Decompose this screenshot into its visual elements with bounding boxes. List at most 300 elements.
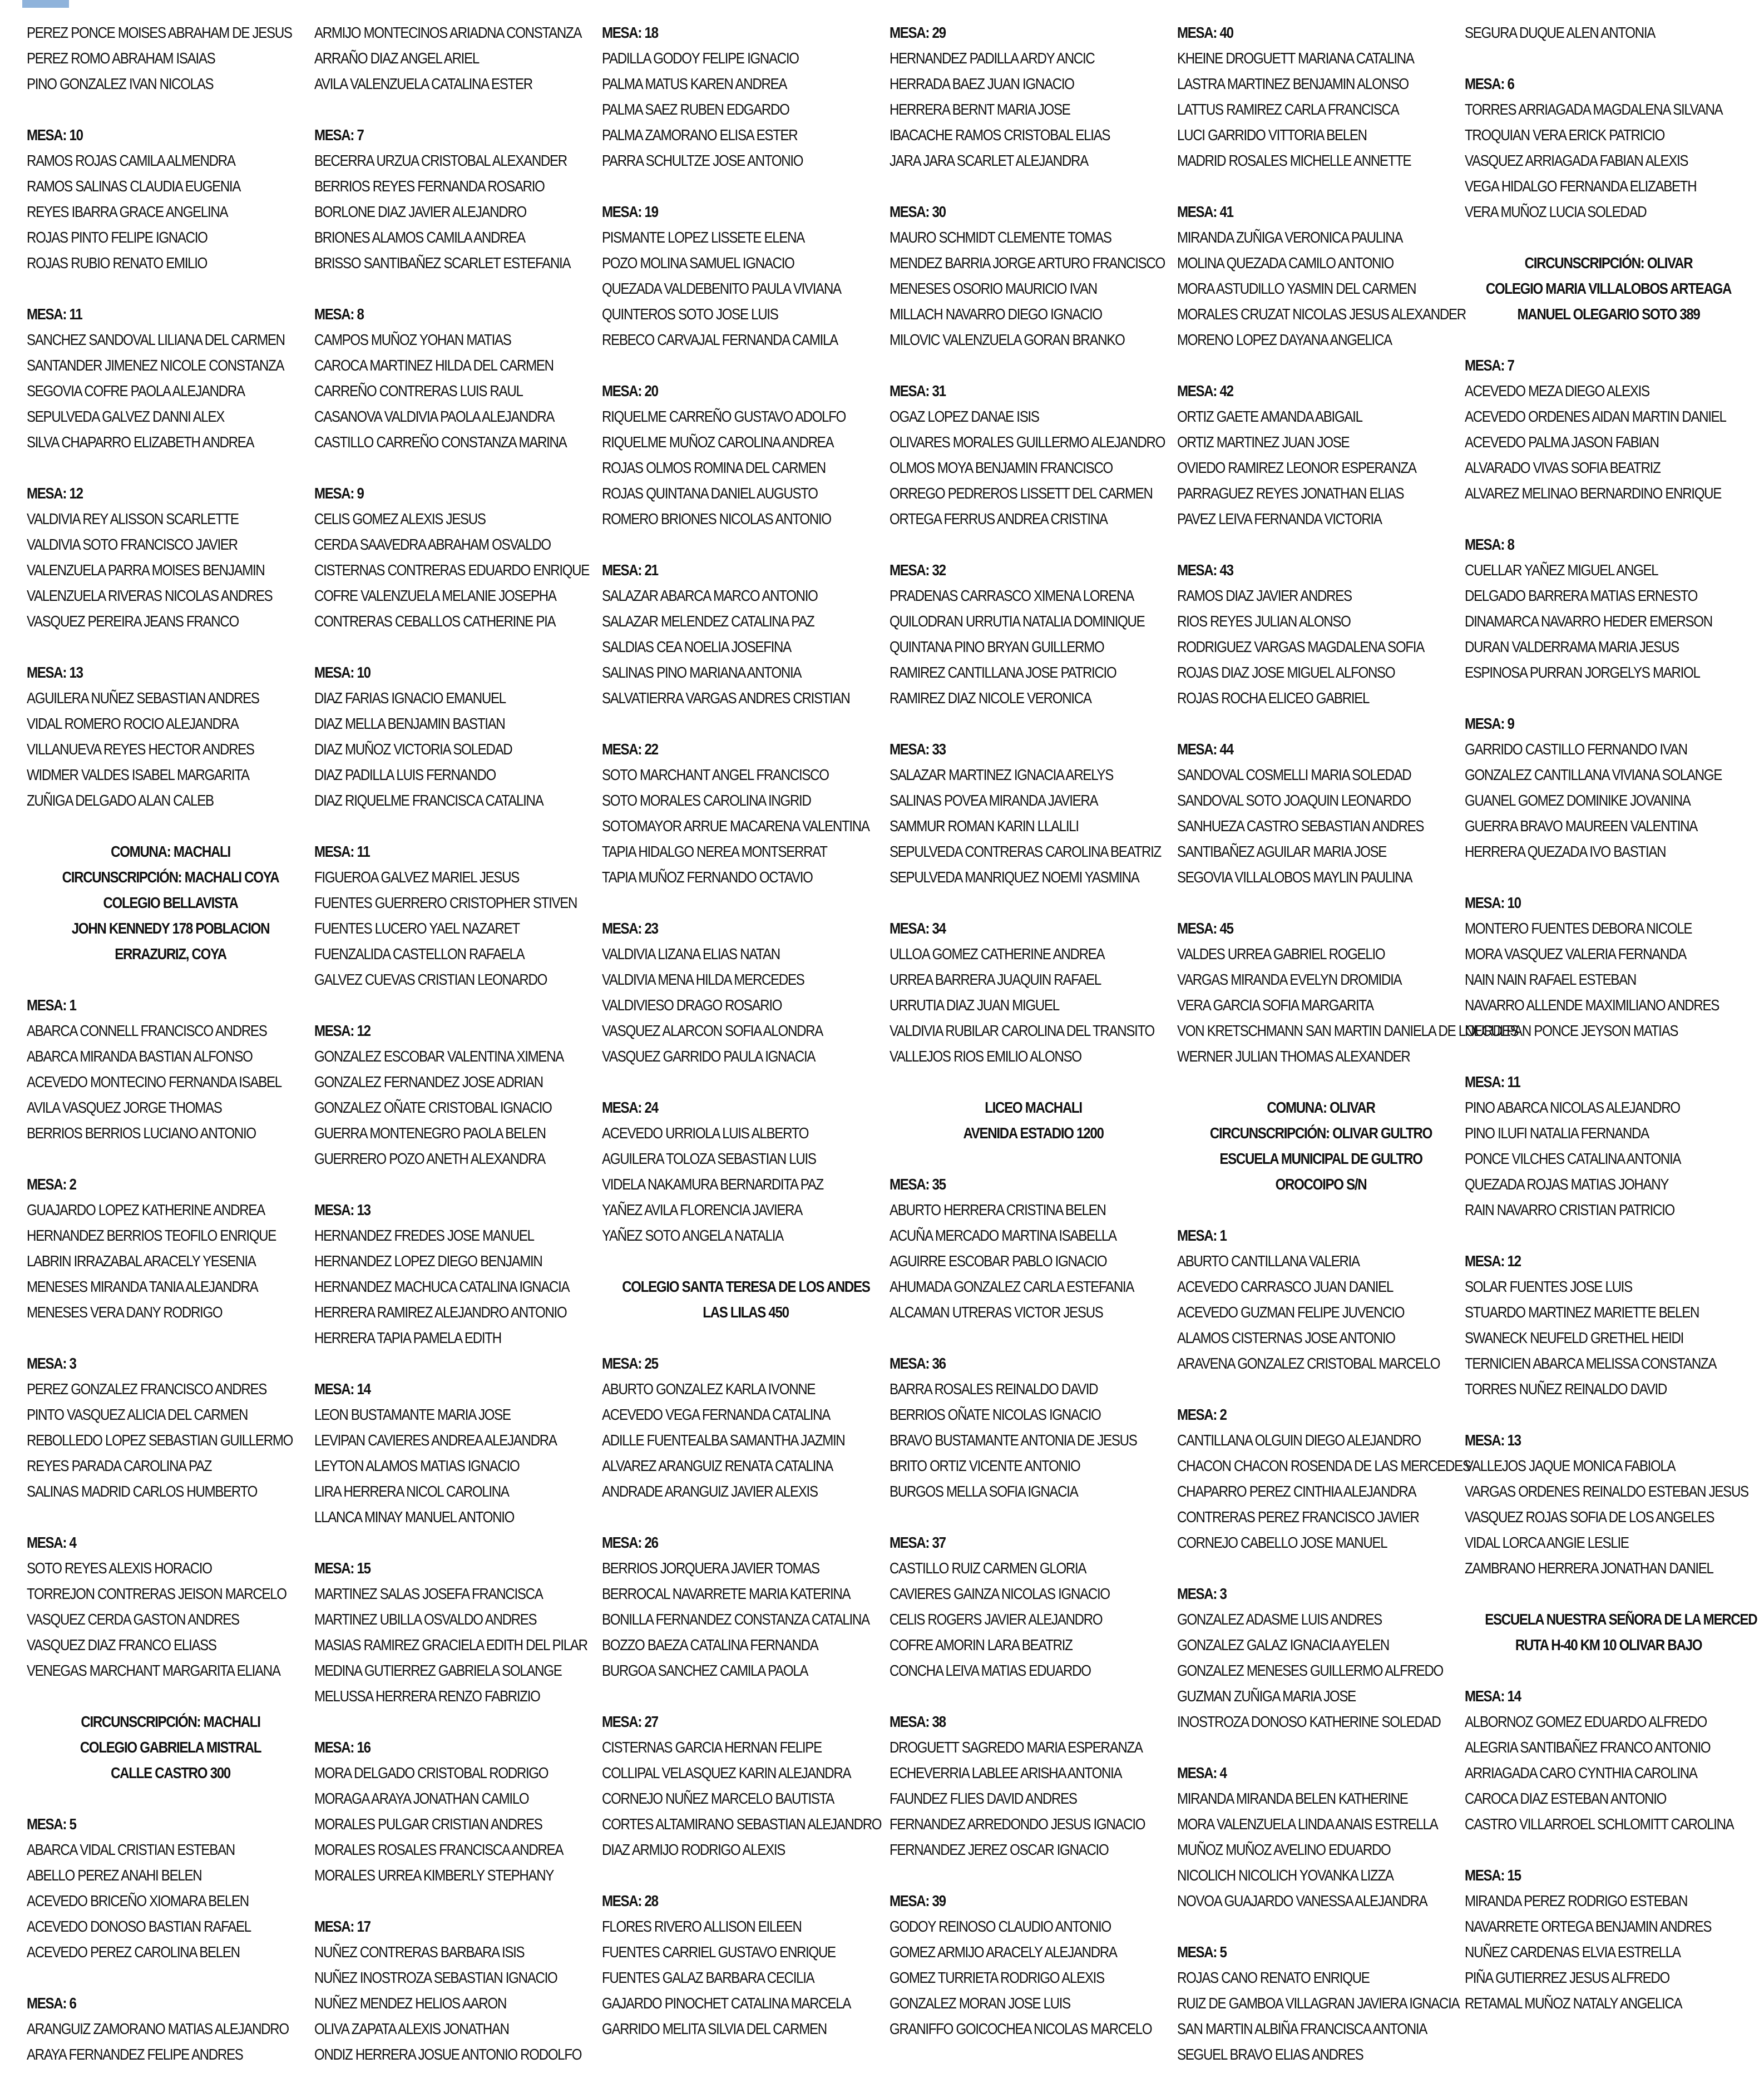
voter-name: STUARDO MARTINEZ MARIETTE BELEN <box>1465 1304 1699 1321</box>
voter-name: SALAZAR MARTINEZ IGNACIA ARELYS <box>890 766 1114 783</box>
voter-name: SOTO MARCHANT ANGEL FRANCISCO <box>602 766 829 783</box>
voter-name: MORA ASTUDILLO YASMIN DEL CARMEN <box>1177 280 1416 297</box>
voter-name: LEON BUSTAMANTE MARIA JOSE <box>314 1406 511 1423</box>
voter-name: PAVEZ LEIVA FERNANDA VICTORIA <box>1177 510 1382 527</box>
voter-name: VIDELA NAKAMURA BERNARDITA PAZ <box>602 1176 823 1193</box>
column-4 <box>890 20 1177 2093</box>
voter-name: ULLOA GOMEZ CATHERINE ANDREA <box>890 945 1105 962</box>
voter-name: COFRE VALENZUELA MELANIE JOSEPHA <box>314 587 556 604</box>
voter-name: DIAZ ARMIJO RODRIGO ALEXIS <box>602 1841 785 1858</box>
voter-name: FERNANDEZ ARREDONDO JESUS IGNACIO <box>890 1815 1145 1833</box>
voter-name: OLIVA ZAPATA ALEXIS JONATHAN <box>314 2020 509 2037</box>
voter-name: QUEZADA ROJAS MATIAS JOHANY <box>1465 1176 1669 1193</box>
voter-name: FUENTES CARRIEL GUSTAVO ENRIQUE <box>602 1943 836 1961</box>
voter-name: RETAMAL MUÑOZ NATALY ANGELICA <box>1465 1995 1682 2012</box>
voter-name: GOMEZ ARMIJO ARACELY ALEJANDRA <box>890 1943 1117 1961</box>
mesa-heading: MESA: 32 <box>890 561 946 579</box>
voter-name: VASQUEZ GARRIDO PAULA IGNACIA <box>602 1048 816 1065</box>
voter-name: AGUILERA NUÑEZ SEBASTIAN ANDRES <box>27 689 259 707</box>
mesa-block-mesa-19 <box>602 199 890 353</box>
voter-name: ACUÑA MERCADO MARTINA ISABELLA <box>890 1227 1116 1244</box>
mesa-heading: MESA: 2 <box>1177 1406 1227 1423</box>
voter-name: SILVA CHAPARRO ELIZABETH ANDREA <box>27 433 254 451</box>
voter-name: YAÑEZ SOTO ANGELA NATALIA <box>602 1227 783 1244</box>
mesa-block-mesa-35 <box>890 1172 1177 1325</box>
voter-name: LLANCA MINAY MANUEL ANTONIO <box>314 1508 515 1526</box>
voter-name: MEDINA GUTIERREZ GABRIELA SOLANGE <box>314 1662 562 1679</box>
voter-name: PINO GONZALEZ IVAN NICOLAS <box>27 75 214 92</box>
column-1 <box>27 20 314 2093</box>
mesa-block-mesa-29 <box>890 20 1177 174</box>
voter-name: VASQUEZ PEREIRA JEANS FRANCO <box>27 613 239 630</box>
mesa-block-mesa-38 <box>890 1709 1177 1863</box>
mesa-block-mesa-43 <box>1177 557 1465 711</box>
voter-name: FUENTES GALAZ BARBARA CECILIA <box>602 1969 814 1986</box>
voter-name: OLIVARES MORALES GUILLERMO ALEJANDRO <box>890 433 1165 451</box>
voter-name: ONDIZ HERRERA JOSUE ANTONIO RODOLFO <box>314 2046 582 2063</box>
mesa-heading: MESA: 34 <box>890 920 946 937</box>
mesa-heading: MESA: 5 <box>27 1815 76 1833</box>
voter-name: ACEVEDO VEGA FERNANDA CATALINA <box>602 1406 831 1423</box>
voter-name: ANDRADE ARANGUIZ JAVIER ALEXIS <box>602 1483 818 1500</box>
mesa-heading: MESA: 3 <box>1177 1585 1227 1602</box>
voter-name: BECERRA URZUA CRISTOBAL ALEXANDER <box>314 152 567 169</box>
voter-name: AVILA VALENZUELA CATALINA ESTER <box>314 75 532 92</box>
voter-name: ALCAMAN UTRERAS VICTOR JESUS <box>890 1304 1103 1321</box>
mesa-block-mesa-22 <box>602 737 890 890</box>
voter-name: WIDMER VALDES ISABEL MARGARITA <box>27 766 249 783</box>
venue-header <box>27 1709 314 1786</box>
mesa-block-mesa-10 <box>314 660 602 813</box>
voter-name: ROJAS ROCHA ELICEO GABRIEL <box>1177 689 1370 707</box>
voter-name: RAMOS SALINAS CLAUDIA EUGENIA <box>27 177 241 195</box>
voter-name: LEYTON ALAMOS MATIAS IGNACIO <box>314 1457 520 1474</box>
mesa-heading: MESA: 20 <box>602 382 658 399</box>
voter-name: SEPULVEDA CONTRERAS CAROLINA BEATRIZ <box>890 843 1161 860</box>
voter-name: CELIS GOMEZ ALEXIS JESUS <box>314 510 486 527</box>
voter-name: BRIONES ALAMOS CAMILA ANDREA <box>314 229 525 246</box>
voter-name: BRISSO SANTIBAÑEZ SCARLET ESTEFANIA <box>314 254 571 272</box>
voter-name: AVILA VASQUEZ JORGE THOMAS <box>27 1099 222 1116</box>
voter-name: BORLONE DIAZ JAVIER ALEJANDRO <box>314 203 526 220</box>
venue-line: OROCOIPO S/N <box>1275 1176 1367 1193</box>
voter-name: ALVAREZ ARANGUIZ RENATA CATALINA <box>602 1457 833 1474</box>
mesa-heading: MESA: 5 <box>1177 1943 1227 1961</box>
mesa-block-mesa-9 <box>1465 711 1752 865</box>
voter-name: LUCI GARRIDO VITTORIA BELEN <box>1177 126 1367 144</box>
voter-name: MORA VASQUEZ VALERIA FERNANDA <box>1465 945 1686 962</box>
mesa-heading: MESA: 12 <box>27 485 83 502</box>
mesa-block-mesa-24 <box>602 1095 890 1248</box>
voter-name: CAMPOS MUÑOZ YOHAN MATIAS <box>314 331 511 348</box>
voter-name: VALDIVIA SOTO FRANCISCO JAVIER <box>27 536 238 553</box>
mesa-heading: MESA: 14 <box>314 1380 370 1398</box>
voter-name: BERRIOS JORQUERA JAVIER TOMAS <box>602 1559 819 1577</box>
mesa-block-mesa-34 <box>890 916 1177 1069</box>
voter-name: QUINTEROS SOTO JOSE LUIS <box>602 305 778 323</box>
voter-name: ROJAS CANO RENATO ENRIQUE <box>1177 1969 1370 1986</box>
mesa-block-mesa-9 <box>314 481 602 634</box>
voter-name: NAVARRO ALLENDE MAXIMILIANO ANDRES <box>1465 996 1719 1014</box>
voter-name: RIOS REYES JULIAN ALONSO <box>1177 613 1351 630</box>
voter-name: ACEVEDO BRICEÑO XIOMARA BELEN <box>27 1892 249 1909</box>
voter-name: DIAZ FARIAS IGNACIO EMANUEL <box>314 689 506 707</box>
mesa-heading: MESA: 25 <box>602 1355 658 1372</box>
voter-name: FLORES RIVERO ALLISON EILEEN <box>602 1918 802 1935</box>
venue-line: COLEGIO BELLAVISTA <box>103 894 238 911</box>
mesa-block-mesa-2 <box>1177 1402 1471 1556</box>
voter-name: BARRA ROSALES REINALDO DAVID <box>890 1380 1098 1398</box>
voter-name: ALVARADO VIVAS SOFIA BEATRIZ <box>1465 459 1661 476</box>
venue-line: CALLE CASTRO 300 <box>111 1764 230 1781</box>
voter-name: CORNEJO NUÑEZ MARCELO BAUTISTA <box>602 1790 834 1807</box>
voter-name: GUERRERO POZO ANETH ALEXANDRA <box>314 1150 545 1167</box>
venue-line: COLEGIO MARIA VILLALOBOS ARTEAGA <box>1485 280 1732 297</box>
venue-header <box>890 1095 1177 1146</box>
mesa-heading: MESA: 7 <box>1465 357 1514 374</box>
voter-name: VALDIVIA RUBILAR CAROLINA DEL TRANSITO <box>890 1022 1155 1039</box>
mesa-block-mesa-20 <box>602 378 890 532</box>
voter-name: BERRIOS BERRIOS LUCIANO ANTONIO <box>27 1124 256 1142</box>
voter-name: ARRAÑO DIAZ ANGEL ARIEL <box>314 50 479 67</box>
voter-name: PRADENAS CARRASCO XIMENA LORENA <box>890 587 1134 604</box>
voter-name: BURGOS MELLA SOFIA IGNACIA <box>890 1483 1078 1500</box>
voter-name: ACEVEDO GUZMAN FELIPE JUVENCIO <box>1177 1304 1405 1321</box>
mesa-block-mesa-1 <box>27 993 314 1146</box>
voter-name: PEREZ ROMO ABRAHAM ISAIAS <box>27 50 215 67</box>
voter-name: GONZALEZ FERNANDEZ JOSE ADRIAN <box>314 1073 543 1090</box>
mesa-heading: MESA: 41 <box>1177 203 1233 220</box>
voter-name: SEGOVIA COFRE PAOLA ALEJANDRA <box>27 382 245 399</box>
voter-name: HERNANDEZ FREDES JOSE MANUEL <box>314 1227 534 1244</box>
voter-name: DINAMARCA NAVARRO HEDER EMERSON <box>1465 613 1712 630</box>
voter-name: SALINAS PINO MARIANA ANTONIA <box>602 664 802 681</box>
voter-name: REBECO CARVAJAL FERNANDA CAMILA <box>602 331 838 348</box>
voter-name: QUINTANA PINO BRYAN GUILLERMO <box>890 638 1104 655</box>
mesa-heading: MESA: 4 <box>1177 1764 1227 1781</box>
voter-name: SOTOMAYOR ARRUE MACARENA VALENTINA <box>602 817 869 835</box>
mesa-block-mesa-32 <box>890 557 1177 711</box>
voter-name: ABELLO PEREZ ANAHI BELEN <box>27 1867 202 1884</box>
mesa-heading: MESA: 23 <box>602 920 658 937</box>
voter-name: ARAVENA GONZALEZ CRISTOBAL MARCELO <box>1177 1355 1440 1372</box>
voter-name: LASTRA MARTINEZ BENJAMIN ALONSO <box>1177 75 1409 92</box>
voter-name: MONTERO FUENTES DEBORA NICOLE <box>1465 920 1692 937</box>
mesa-heading: MESA: 1 <box>1177 1227 1227 1244</box>
mesa-block-mesa-33 <box>890 737 1177 890</box>
mesa-heading: MESA: 21 <box>602 561 658 579</box>
voter-name: CONTRERAS PEREZ FRANCISCO JAVIER <box>1177 1508 1419 1526</box>
voter-name: FAUNDEZ FLIES DAVID ANDRES <box>890 1790 1077 1807</box>
voter-name: MORAGA ARAYA JONATHAN CAMILO <box>314 1790 529 1807</box>
voter-name: MORALES ROSALES FRANCISCA ANDREA <box>314 1841 564 1858</box>
venue-line: CIRCUNSCRIPCIÓN: MACHALI COYA <box>62 868 279 886</box>
voter-name: ALVAREZ MELINAO BERNARDINO ENRIQUE <box>1465 485 1722 502</box>
voter-name: RAIN NAVARRO CRISTIAN PATRICIO <box>1465 1201 1674 1218</box>
mesa-heading: MESA: 10 <box>27 126 83 144</box>
voter-name: CERDA SAAVEDRA ABRAHAM OSVALDO <box>314 536 551 553</box>
voter-name: HERRADA BAEZ JUAN IGNACIO <box>890 75 1074 92</box>
venue-header <box>1465 1607 1757 1658</box>
voter-name: VALDIVIA MENA HILDA MERCEDES <box>602 971 804 988</box>
voter-name: ACEVEDO PEREZ CAROLINA BELEN <box>27 1943 240 1961</box>
voter-name: TORRES NUÑEZ REINALDO DAVID <box>1465 1380 1667 1398</box>
mesa-heading: MESA: 38 <box>890 1713 946 1730</box>
venue-header <box>602 1274 890 1325</box>
mesa-heading: MESA: 30 <box>890 203 946 220</box>
mesa-block-mesa-10 <box>27 122 314 276</box>
voter-name: REYES PARADA CAROLINA PAZ <box>27 1457 212 1474</box>
voter-name: SEGOVIA VILLALOBOS MAYLIN PAULINA <box>1177 868 1412 886</box>
voter-name: NUÑEZ MENDEZ HELIOS AARON <box>314 1995 507 2012</box>
voter-name: ARANGUIZ ZAMORANO MATIAS ALEJANDRO <box>27 2020 289 2037</box>
mesa-block-mesa-27 <box>602 1709 890 1863</box>
voter-name: BURGOA SANCHEZ CAMILA PAOLA <box>602 1662 808 1679</box>
voter-name: SALAZAR MELENDEZ CATALINA PAZ <box>602 613 814 630</box>
voter-name: PARRAGUEZ REYES JONATHAN ELIAS <box>1177 485 1404 502</box>
voter-name: PADILLA GODOY FELIPE IGNACIO <box>602 50 799 67</box>
mesa-heading: MESA: 12 <box>314 1022 370 1039</box>
voter-name: ROJAS OLMOS ROMINA DEL CARMEN <box>602 459 826 476</box>
voter-name: MENESES MIRANDA TANIA ALEJANDRA <box>27 1278 258 1295</box>
voter-name: MADRID ROSALES MICHELLE ANNETTE <box>1177 152 1411 169</box>
voter-name: QUEZADA VALDEBENITO PAULA VIVIANA <box>602 280 841 297</box>
mesa-heading: MESA: 2 <box>27 1176 76 1193</box>
voter-name: PINO ILUFI NATALIA FERNANDA <box>1465 1124 1649 1142</box>
voter-name: BONILLA FERNANDEZ CONSTANZA CATALINA <box>602 1611 869 1628</box>
mesa-heading: MESA: 29 <box>890 24 946 41</box>
voter-name: CELIS ROGERS JAVIER ALEJANDRO <box>890 1611 1103 1628</box>
mesa-heading: MESA: 33 <box>890 741 946 758</box>
voter-name: SALAZAR ABARCA MARCO ANTONIO <box>602 587 818 604</box>
mesa-block-mesa-14 <box>1465 1684 1752 1837</box>
mesa-heading: MESA: 31 <box>890 382 946 399</box>
voter-name: URREA BARRERA JUAQUIN RAFAEL <box>890 971 1101 988</box>
voter-name: GARRIDO CASTILLO FERNANDO IVAN <box>1465 741 1687 758</box>
voter-name: FUENTES GUERRERO CRISTOPHER STIVEN <box>314 894 577 911</box>
mesa-block-mesa-44 <box>1177 737 1465 890</box>
voter-name: GUERRA MONTENEGRO PAOLA BELEN <box>314 1124 546 1142</box>
voter-name: PINTO VASQUEZ ALICIA DEL CARMEN <box>27 1406 248 1423</box>
mesa-block-mesa-3 <box>27 1351 314 1504</box>
mesa-block-mesa-14 <box>314 1376 602 1530</box>
voter-name: MARTINEZ SALAS JOSEFA FRANCISCA <box>314 1585 543 1602</box>
voter-name: CISTERNAS GARCIA HERNAN FELIPE <box>602 1739 822 1756</box>
voter-name: VARGAS MIRANDA EVELYN DROMIDIA <box>1177 971 1402 988</box>
voter-name: CARREÑO CONTRERAS LUIS RAUL <box>314 382 523 399</box>
voter-list-page <box>27 20 1757 2093</box>
venue-header <box>1465 250 1752 327</box>
mesa-block-mesa-25 <box>602 1351 890 1504</box>
voter-name: RIQUELME CARREÑO GUSTAVO ADOLFO <box>602 408 846 425</box>
voter-name: DELGADO BARRERA MATIAS ERNESTO <box>1465 587 1698 604</box>
voter-name: GRANIFFO GOICOCHEA NICOLAS MARCELO <box>890 2020 1152 2037</box>
mesa-block-mesa-21 <box>602 557 890 711</box>
mesa-heading: MESA: 35 <box>890 1176 946 1193</box>
voter-name: CORNEJO CABELLO JOSE MANUEL <box>1177 1534 1387 1551</box>
voter-name: CAROCA MARTINEZ HILDA DEL CARMEN <box>314 357 554 374</box>
voter-name: VALDIVIA LIZANA ELIAS NATAN <box>602 945 780 962</box>
voter-name: KHEINE DROGUETT MARIANA CATALINA <box>1177 50 1414 67</box>
venue-header <box>27 839 314 967</box>
mesa-block-mesa-36 <box>890 1351 1177 1504</box>
mesa-heading: MESA: 18 <box>602 24 658 41</box>
voter-name: DIAZ MUÑOZ VICTORIA SOLEDAD <box>314 741 512 758</box>
voter-name: HERRERA BERNT MARIA JOSE <box>890 101 1070 118</box>
voter-name: NOVOA GUAJARDO VANESSA ALEJANDRA <box>1177 1892 1427 1909</box>
voter-name: CHACON CHACON ROSENDA DE LAS MERCEDES <box>1177 1457 1471 1474</box>
voter-name: REYES IBARRA GRACE ANGELINA <box>27 203 228 220</box>
venue-line: CIRCUNSCRIPCIÓN: OLIVAR GULTRO <box>1209 1124 1432 1142</box>
voter-name: MAURO SCHMIDT CLEMENTE TOMAS <box>890 229 1111 246</box>
voter-name: RAMOS DIAZ JAVIER ANDRES <box>1177 587 1352 604</box>
voter-name: GODOY REINOSO CLAUDIO ANTONIO <box>890 1918 1111 1935</box>
voter-name: ABURTO HERRERA CRISTINA BELEN <box>890 1201 1106 1218</box>
voter-name: GUERRA BRAVO MAUREEN VALENTINA <box>1465 817 1698 835</box>
voter-name: AHUMADA GONZALEZ CARLA ESTEFANIA <box>890 1278 1134 1295</box>
voter-name: BERRIOS REYES FERNANDA ROSARIO <box>314 177 545 195</box>
mesa-heading: MESA: 45 <box>1177 920 1233 937</box>
voter-name: SANTANDER JIMENEZ NICOLE CONSTANZA <box>27 357 284 374</box>
voter-name: SALDIAS CEA NOELIA JOSEFINA <box>602 638 791 655</box>
voter-name: ZAMBRANO HERRERA JONATHAN DANIEL <box>1465 1559 1713 1577</box>
voter-name: CANTILLANA OLGUIN DIEGO ALEJANDRO <box>1177 1431 1421 1449</box>
mesa-heading: MESA: 15 <box>314 1559 370 1577</box>
mesa-heading: MESA: 42 <box>1177 382 1233 399</box>
venue-line: ERRAZURIZ, COYA <box>115 945 226 962</box>
voter-name: MORA VALENZUELA LINDA ANAIS ESTRELLA <box>1177 1815 1438 1833</box>
mesa-block-mesa-5 <box>27 1811 314 1965</box>
voter-name: GUAJARDO LOPEZ KATHERINE ANDREA <box>27 1201 265 1218</box>
voter-name: MOLINA QUEZADA CAMILO ANTONIO <box>1177 254 1394 272</box>
mesa-heading: MESA: 7 <box>314 126 364 144</box>
voter-name: GONZALEZ OÑATE CRISTOBAL IGNACIO <box>314 1099 552 1116</box>
mesa-heading: MESA: 15 <box>1465 1867 1521 1884</box>
mesa-block-mesa-12 <box>314 1018 602 1172</box>
voter-name: ROJAS PINTO FELIPE IGNACIO <box>27 229 207 246</box>
voter-name: ZUÑIGA DELGADO ALAN CALEB <box>27 792 214 809</box>
voter-name: IBACACHE RAMOS CRISTOBAL ELIAS <box>890 126 1110 144</box>
voter-name: MORALES URREA KIMBERLY STEPHANY <box>314 1867 554 1884</box>
venue-line: COLEGIO SANTA TERESA DE LOS ANDES <box>622 1278 870 1295</box>
voter-name: NAIN NAIN RAFAEL ESTEBAN <box>1465 971 1637 988</box>
mesa-block-mesa-40 <box>1177 20 1465 174</box>
voter-name: SALINAS POVEA MIRANDA JAVIERA <box>890 792 1098 809</box>
voter-name: GONZALEZ GALAZ IGNACIA AYELEN <box>1177 1636 1389 1653</box>
mesa-block-mesa-15 <box>1465 1863 1752 2016</box>
voter-name: AGUILERA TOLOZA SEBASTIAN LUIS <box>602 1150 816 1167</box>
voter-name: MIRANDA PEREZ RODRIGO ESTEBAN <box>1465 1892 1688 1909</box>
voter-name: BRAVO BUSTAMANTE ANTONIA DE JESUS <box>890 1431 1137 1449</box>
mesa-heading: MESA: 9 <box>314 485 364 502</box>
voter-name: GUANEL GOMEZ DOMINIKE JOVANINA <box>1465 792 1691 809</box>
voter-name: MASIAS RAMIREZ GRACIELA EDITH DEL PILAR <box>314 1636 587 1653</box>
voter-name: YAÑEZ AVILA FLORENCIA JAVIERA <box>602 1201 803 1218</box>
voter-name: OLMOS MOYA BENJAMIN FRANCISCO <box>890 459 1113 476</box>
voter-name: CAROCA DIAZ ESTEBAN ANTONIO <box>1465 1790 1667 1807</box>
mesa-heading: MESA: 14 <box>1465 1687 1521 1705</box>
voter-name: ALAMOS CISTERNAS JOSE ANTONIO <box>1177 1329 1395 1346</box>
mesa-heading: MESA: 8 <box>314 305 364 323</box>
voter-name: GAJARDO PINOCHET CATALINA MARCELA <box>602 1995 851 2012</box>
voter-name: SEPULVEDA GALVEZ DANNI ALEX <box>27 408 225 425</box>
voter-name: PALMA ZAMORANO ELISA ESTER <box>602 126 798 144</box>
voter-name: LABRIN IRRAZABAL ARACELY YESENIA <box>27 1252 256 1270</box>
mesa-heading: MESA: 39 <box>890 1892 946 1909</box>
voter-name: COLLIPAL VELASQUEZ KARIN ALEJANDRA <box>602 1764 851 1781</box>
voter-name: CONCHA LEIVA MATIAS EDUARDO <box>890 1662 1091 1679</box>
voter-name: DROGUETT SAGREDO MARIA ESPERANZA <box>890 1739 1143 1756</box>
voter-name: ROJAS RUBIO RENATO EMILIO <box>27 254 207 272</box>
voter-name: ACEVEDO CARRASCO JUAN DANIEL <box>1177 1278 1394 1295</box>
voter-name: PISMANTE LOPEZ LISSETE ELENA <box>602 229 805 246</box>
mesa-heading: MESA: 36 <box>890 1355 946 1372</box>
voter-name: SOTO MORALES CAROLINA INGRID <box>602 792 811 809</box>
voter-name: DIAZ RIQUELME FRANCISCA CATALINA <box>314 792 543 809</box>
mesa-block-mesa-23 <box>602 916 890 1069</box>
mesa-block-mesa-13 <box>314 1197 602 1351</box>
venue-line: JOHN KENNEDY 178 POBLACION <box>71 920 270 937</box>
voter-name: VERA MUÑOZ LUCIA SOLEDAD <box>1465 203 1647 220</box>
voter-name: CISTERNAS CONTRERAS EDUARDO ENRIQUE <box>314 561 590 579</box>
mesa-block-mesa-28 <box>602 1888 890 2042</box>
mesa-heading: MESA: 11 <box>27 305 82 323</box>
voter-name: OGAZ LOPEZ DANAE ISIS <box>890 408 1039 425</box>
mesa-block-mesa-18 <box>602 20 890 174</box>
mesa-block-mesa-15 <box>314 1556 602 1709</box>
mesa-block-mesa-31 <box>890 378 1177 532</box>
voter-name: ORREGO PEDREROS LISSETT DEL CARMEN <box>890 485 1153 502</box>
voter-name: VALDES URREA GABRIEL ROGELIO <box>1177 945 1385 962</box>
voter-name: HERRERA RAMIREZ ALEJANDRO ANTONIO <box>314 1304 567 1321</box>
column-3 <box>602 20 890 2093</box>
voter-name: LIRA HERRERA NICOL CAROLINA <box>314 1483 509 1500</box>
voter-name: GALVEZ CUEVAS CRISTIAN LEONARDO <box>314 971 547 988</box>
voter-name: PONCE VILCHES CATALINA ANTONIA <box>1465 1150 1681 1167</box>
voter-name: CONTRERAS CEBALLOS CATHERINE PIA <box>314 613 556 630</box>
mesa-heading: MESA: 6 <box>27 1995 76 2012</box>
voter-name: MENESES VERA DANY RODRIGO <box>27 1304 223 1321</box>
voter-name: RIQUELME MUÑOZ CAROLINA ANDREA <box>602 433 834 451</box>
mesa-heading: MESA: 8 <box>1465 536 1514 553</box>
voter-name: MENDEZ BARRIA JORGE ARTURO FRANCISCO <box>890 254 1165 272</box>
voter-name: MARTINEZ UBILLA OSVALDO ANDRES <box>314 1611 537 1628</box>
voter-name: MENESES OSORIO MAURICIO IVAN <box>890 280 1097 297</box>
mesa-block-mesa-7 <box>1465 353 1752 506</box>
voter-name: SAN MARTIN ALBIÑA FRANCISCA ANTONIA <box>1177 2020 1427 2037</box>
mesa-block-mesa-13 <box>27 660 314 813</box>
voter-name: VEGA HIDALGO FERNANDA ELIZABETH <box>1465 177 1697 195</box>
mesa-heading: MESA: 17 <box>314 1918 370 1935</box>
voter-name: NAVARRETE ORTEGA BENJAMIN ANDRES <box>1465 1918 1712 1935</box>
voter-name: NICOLICH NICOLICH YOVANKA LIZZA <box>1177 1867 1394 1884</box>
voter-name: SOTO REYES ALEXIS HORACIO <box>27 1559 212 1577</box>
mesa-heading: MESA: 22 <box>602 741 658 758</box>
voter-name: SANDOVAL COSMELLI MARIA SOLEDAD <box>1177 766 1411 783</box>
voter-name: VON KRETSCHMANN SAN MARTIN DANIELA DE LOURDES <box>1177 1022 1519 1039</box>
voter-name: MELUSSA HERRERA RENZO FABRIZIO <box>314 1687 540 1705</box>
voter-name: SOLAR FUENTES JOSE LUIS <box>1465 1278 1632 1295</box>
voter-name: ABURTO GONZALEZ KARLA IVONNE <box>602 1380 816 1398</box>
voter-name: VASQUEZ ALARCON SOFIA ALONDRA <box>602 1022 823 1039</box>
voter-name: ACEVEDO DONOSO BASTIAN RAFAEL <box>27 1918 251 1935</box>
voter-name: CASTRO VILLARROEL SCHLOMITT CAROLINA <box>1465 1815 1734 1833</box>
voter-name: BERROCAL NAVARRETE MARIA KATERINA <box>602 1585 851 1602</box>
venue-line: MANUEL OLEGARIO SOTO 389 <box>1517 305 1700 323</box>
voter-name: BERRIOS OÑATE NICOLAS IGNACIO <box>890 1406 1101 1423</box>
voter-name: VALLEJOS JAQUE MONICA FABIOLA <box>1465 1457 1676 1474</box>
venue-line: CIRCUNSCRIPCIÓN: OLIVAR <box>1524 254 1693 272</box>
